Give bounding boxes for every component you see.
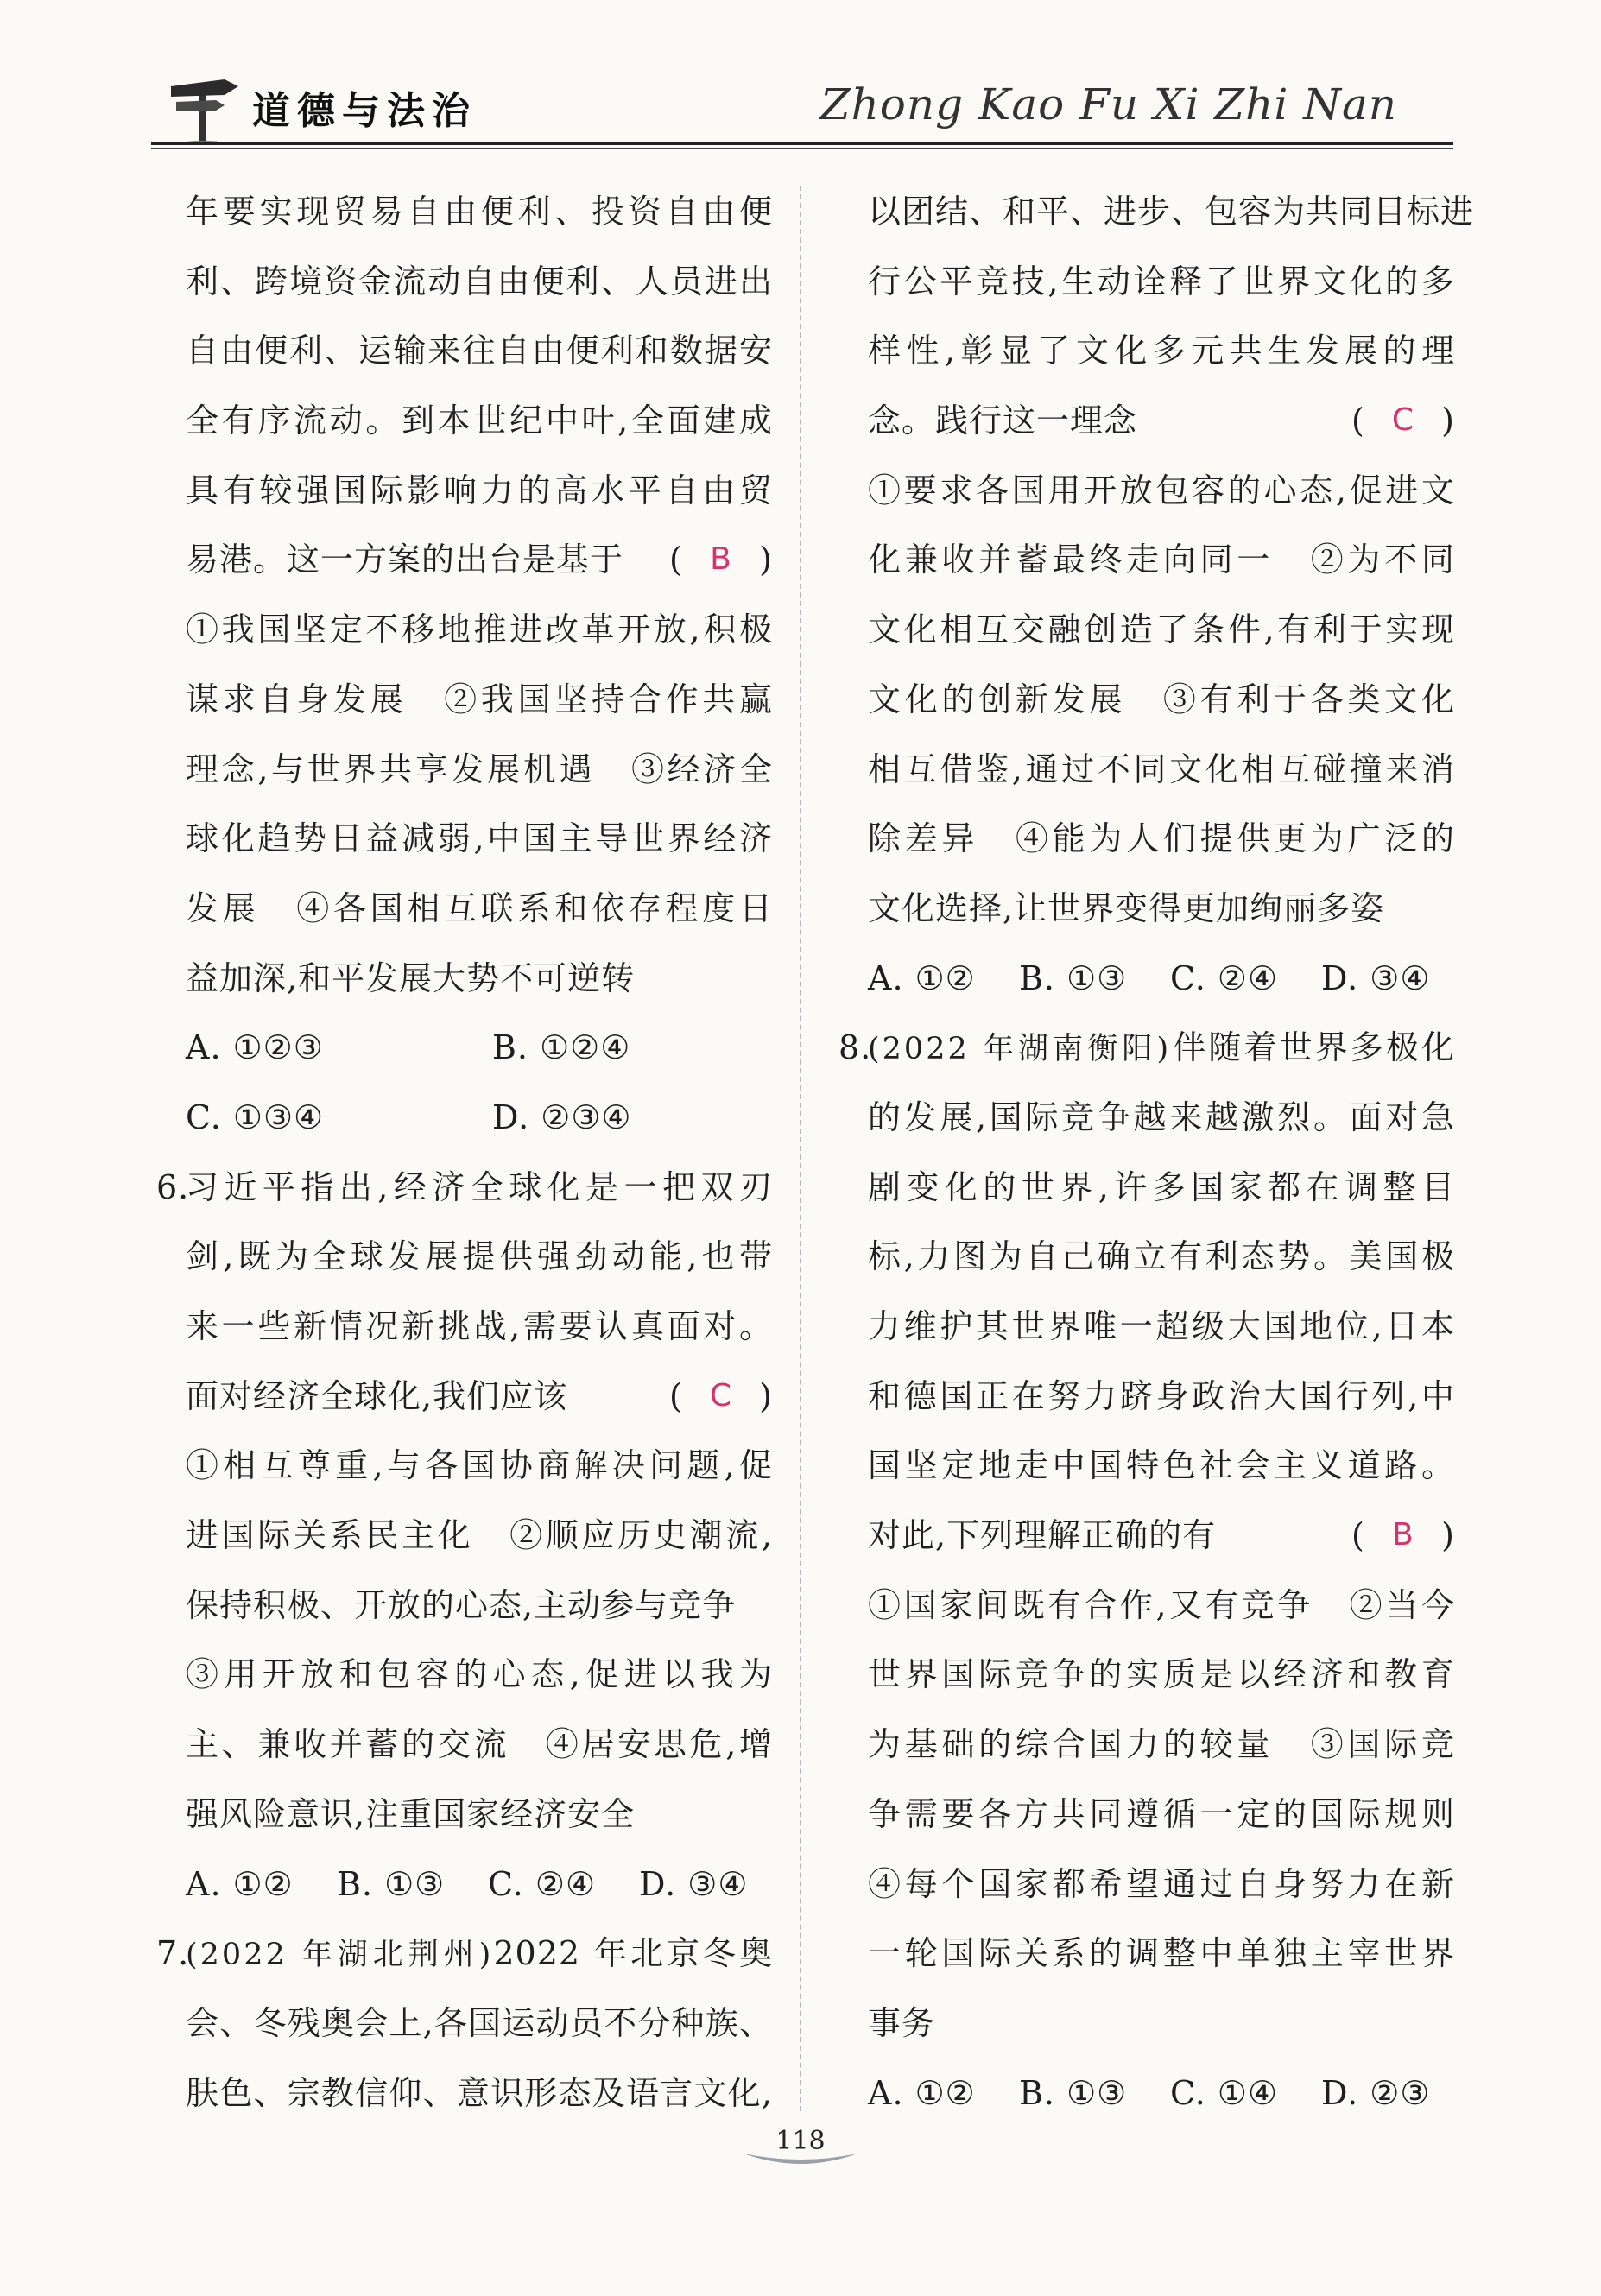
answer-letter: C xyxy=(1391,402,1415,439)
options-row xyxy=(186,1013,773,1083)
question-number: 8. xyxy=(838,1028,872,1067)
text-line: 剧变化的世界,许多国家都在调整目 xyxy=(868,1167,1455,1206)
text-line: 全有序流动。到本世纪中叶,全面建成 xyxy=(186,402,773,440)
page-number: 118 xyxy=(775,2126,826,2156)
option-c: C. ②④ xyxy=(1170,958,1279,997)
answer-letter: B xyxy=(1392,1517,1414,1553)
statement-line: ①要求各国用开放包容的心态,促进文 xyxy=(868,471,1455,509)
option-d: D. ②③④ xyxy=(492,1097,632,1136)
statement-line: 理念,与世界共享发展机遇 ③经济全 xyxy=(186,750,773,788)
text-line: 利、跨境资金流动自由便利、人员进出 xyxy=(186,262,773,300)
question-7-first-line xyxy=(156,1919,773,1989)
text-line: 自由便利、运输来往自由便利和数据安 xyxy=(186,332,773,370)
answer-letter: C xyxy=(709,1377,733,1414)
statement-line: 世界国际竞争的实质是以经济和教育 xyxy=(868,1655,1455,1694)
option-b: B. ①③ xyxy=(337,1864,446,1903)
statement-line: 为基础的综合国力的较量 ③国际竞 xyxy=(868,1725,1455,1764)
question-source: (2022 年湖南衡阳) xyxy=(868,1032,1172,1067)
text-line: 易港。这一方案的出台是基于 xyxy=(186,541,624,579)
text-line: 对此,下列理解正确的有 xyxy=(868,1516,1217,1555)
question-number: 6. xyxy=(156,1167,190,1206)
subject-title: 道德与法治 xyxy=(252,89,477,133)
statement-line: 化兼收并蓄最终走向同一 ②为不同 xyxy=(868,541,1455,579)
statement-line: 球化趋势日益减弱,中国主导世界经济 xyxy=(186,819,773,858)
statement-line: ①相互尊重,与各国协商解决问题,促 xyxy=(186,1446,773,1485)
text-line: 标,力图为自己确立有利态势。美国极 xyxy=(868,1237,1455,1276)
question-stem-end xyxy=(186,525,773,595)
option-d: D. ③④ xyxy=(1321,958,1431,997)
option-b: B. ①③ xyxy=(1019,958,1128,997)
answer-bracket: ( B ) xyxy=(1351,1501,1455,1571)
text-line: 力维护其世界唯一超级大国地位,日本 xyxy=(868,1307,1455,1345)
text-line: 2022 年北京冬奥 xyxy=(493,1934,773,1973)
page-header xyxy=(0,0,1601,151)
answer-bracket: ( C ) xyxy=(1351,386,1455,456)
text-line: 的发展,国际竞争越来越激烈。面对急 xyxy=(868,1097,1455,1136)
statement-line: 进国际关系民主化 ②顺应历史潮流, xyxy=(186,1516,773,1555)
option-d: D. ③④ xyxy=(639,1864,749,1903)
text-line: 伴随着世界多极化 xyxy=(1171,1028,1455,1067)
statement-line: 强风险意识,注重国家经济安全 xyxy=(186,1794,636,1833)
text-line: 会、冬残奥会上,各国运动员不分种族、 xyxy=(186,2003,773,2042)
option-b: B. ①③ xyxy=(1019,2073,1128,2112)
statement-line: ④每个国家都希望通过自身努力在新 xyxy=(868,1864,1455,1903)
question-6-first-line xyxy=(156,1153,773,1223)
statement-line: 事务 xyxy=(868,2003,936,2042)
options-row xyxy=(186,1850,773,1920)
statement-line: 发展 ④各国相互联系和依存程度日 xyxy=(186,889,773,927)
statement-line: 主、兼收并蓄的交流 ④居安思危,增 xyxy=(186,1725,773,1764)
option-d: D. ②③ xyxy=(1321,2073,1431,2112)
text-line: 样性,彰显了文化多元共生发展的理 xyxy=(868,332,1455,370)
text-line: 和德国正在努力跻身政治大国行列,中 xyxy=(868,1376,1455,1415)
answer-bracket: ( B ) xyxy=(669,525,773,595)
page-number-swoosh xyxy=(740,2148,861,2171)
question-number: 7. xyxy=(156,1934,190,1973)
answer-letter: B xyxy=(710,541,732,578)
text-line: 行公平竞技,生动诠释了世界文化的多 xyxy=(868,262,1455,300)
option-a: A. ①②③ xyxy=(186,1028,324,1067)
statement-line: ③用开放和包容的心态,促进以我为 xyxy=(186,1655,773,1694)
header-rule-thin xyxy=(151,148,1453,149)
right-column xyxy=(838,177,1475,2128)
column-divider xyxy=(800,186,801,2111)
option-a: A. ①② xyxy=(186,1864,294,1903)
question-8-first-line xyxy=(838,1013,1455,1083)
statement-line: 一轮国际关系的调整中单独主宰世界 xyxy=(868,1934,1455,1973)
question-stem-end xyxy=(868,386,1455,456)
question-stem-end xyxy=(868,1501,1455,1571)
options-row xyxy=(868,944,1455,1014)
options-row xyxy=(868,2059,1455,2128)
text-line: 年要实现贸易自由便利、投资自由便 xyxy=(186,193,773,231)
header-rule xyxy=(151,142,1453,145)
option-c: C. ①④ xyxy=(1170,2073,1279,2112)
option-c: C. ①③④ xyxy=(186,1097,325,1136)
statement-line: 争需要各方共同遵循一定的国际规则 xyxy=(868,1794,1455,1833)
text-line: 念。践行这一理念 xyxy=(868,402,1138,440)
option-c: C. ②④ xyxy=(488,1864,597,1903)
left-column xyxy=(156,177,773,2128)
statement-line: 除差异 ④能为人们提供更为广泛的 xyxy=(868,819,1455,858)
text-line: 剑,既为全球发展提供强劲动能,也带 xyxy=(186,1237,773,1276)
pinyin-title: Zhong Kao Fu Xi Zhi Nan xyxy=(819,79,1397,130)
statement-line: 保持积极、开放的心态,主动参与竞争 xyxy=(186,1585,737,1624)
statement-line: ①我国坚定不移地推进改革开放,积极 xyxy=(186,610,773,649)
statement-line: 谋求自身发展 ②我国坚持合作共赢 xyxy=(186,680,773,718)
text-line: 以团结、和平、进步、包容为共同目标进 xyxy=(868,193,1475,231)
options-row xyxy=(186,1083,773,1153)
text-line: 具有较强国际影响力的高水平自由贸 xyxy=(186,471,773,509)
text-line: 习近平指出,经济全球化是一把双刃 xyxy=(186,1167,773,1206)
signpost-icon xyxy=(164,67,242,145)
statement-line: 文化选择,让世界变得更加绚丽多姿 xyxy=(868,889,1385,927)
option-b: B. ①②④ xyxy=(492,1028,631,1067)
text-line: 肤色、宗教信仰、意识形态及语言文化, xyxy=(186,2073,773,2112)
statement-line: 文化的创新发展 ③有利于各类文化 xyxy=(868,680,1455,718)
question-stem-end xyxy=(186,1362,773,1432)
statement-line: ①国家间既有合作,又有竞争 ②当今 xyxy=(868,1585,1455,1624)
answer-bracket: ( C ) xyxy=(669,1362,773,1432)
option-a: A. ①② xyxy=(868,2073,976,2112)
option-a: A. ①② xyxy=(868,958,976,997)
text-line: 来一些新情况新挑战,需要认真面对。 xyxy=(186,1307,773,1345)
statement-line: 文化相互交融创造了条件,有利于实现 xyxy=(868,610,1455,649)
question-source: (2022 年湖北荆州) xyxy=(186,1938,494,1973)
statement-line: 益加深,和平发展大势不可逆转 xyxy=(186,958,636,997)
statement-line: 相互借鉴,通过不同文化相互碰撞来消 xyxy=(868,750,1455,788)
text-line: 国坚定地走中国特色社会主义道路。 xyxy=(868,1446,1455,1485)
text-line: 面对经济全球化,我们应该 xyxy=(186,1376,568,1415)
